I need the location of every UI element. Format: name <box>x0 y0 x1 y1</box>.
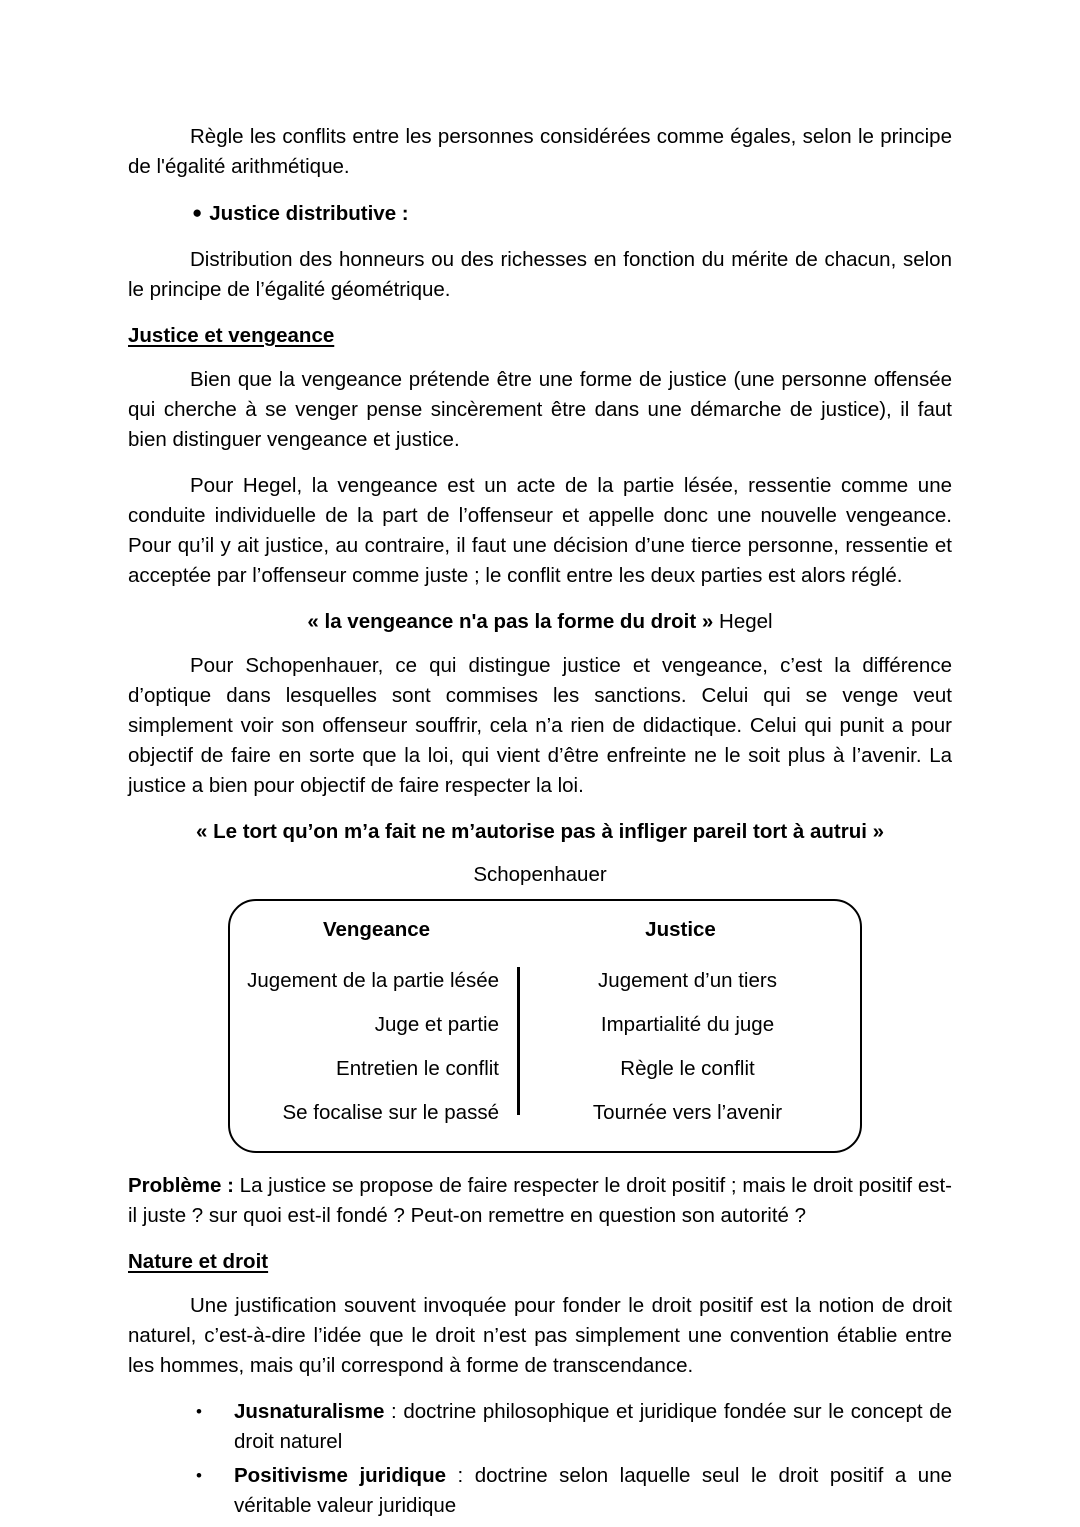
paragraph-commutative-justice: Règle les conflits entre les personnes considérées comme égales, selon le principe de l'égalité arithmétique. <box>128 125 952 178</box>
list-item <box>192 1461 952 1521</box>
quote-hegel-author: Hegel <box>713 610 773 633</box>
list-bullet-icon: • <box>196 1466 202 1485</box>
comparison-box <box>228 899 862 1153</box>
paragraph-vengeance-intro: Bien que la vengeance prétende être une forme de justice (une personne offensée qui cherche à se venger pense sincèrement être dans une démarche de justice), il faut bien distinguer vengeance et justice. <box>128 368 952 451</box>
list-bullet-icon: • <box>196 1402 202 1421</box>
table-row: Se focalise sur le passé <box>282 1101 499 1124</box>
paragraph-distributive-justice: Distribution des honneurs ou des richesses en fonction du mérite de chacun, selon le principe de l’égalité géométrique. <box>128 248 952 301</box>
heading-justice-et-vengeance: Justice et vengeance <box>128 324 335 347</box>
table-row: Tournée vers l’avenir <box>592 1101 783 1124</box>
definition-body: : doctrine selon laquelle seul le droit positif a une véritable valeur juridique <box>234 1464 952 1517</box>
column-divider <box>517 967 520 1115</box>
definition-term: Positivisme juridique <box>234 1464 447 1487</box>
quote-schopenhauer-author: Schopenhauer <box>473 863 607 886</box>
table-row: Règle le conflit <box>620 1057 755 1080</box>
definition-body: : doctrine philosophique et juridique fondée sur le concept de droit naturel <box>234 1400 952 1453</box>
bullet-dot-icon: ● <box>192 203 203 222</box>
table-row: Juge et partie <box>374 1013 499 1036</box>
definition-term: Jusnaturalisme <box>234 1400 385 1423</box>
comparison-header-vengeance: Vengeance <box>322 918 431 941</box>
list-item <box>192 1397 952 1457</box>
comparison-grid <box>230 915 860 1135</box>
probleme-text: La justice se propose de faire respecter le droit positif ; mais le droit positif est-il juste ? sur quoi est-il fondé ? Peut-on remettre en question son autorité ? <box>128 1174 952 1227</box>
probleme-label: Problème : <box>128 1174 234 1197</box>
quote-hegel <box>128 607 952 637</box>
definition-list <box>128 1397 952 1521</box>
heading-nature-et-droit: Nature et droit <box>128 1250 269 1273</box>
table-row: Entretien le conflit <box>336 1057 499 1080</box>
bullet-justice-distributive-label: Justice distributive : <box>209 202 409 225</box>
table-row: Jugement de la partie lésée <box>247 969 499 992</box>
paragraph-schopenhauer: Pour Schopenhauer, ce qui distingue justice et vengeance, c’est la différence d’optique dans lesquelles sont commises les sanctions. Celui qui se venge veut simplement voir son offenseur souffrir, cela n’a rien de didactique. Celui qui punit a pour objectif de faire en sorte que la loi, qui vient d’être enfreinte ne le soit plus à l’avenir. La justice a bien pour objectif de faire respecter la loi. <box>128 654 952 797</box>
quote-hegel-text: « la vengeance n'a pas la forme du droit » <box>307 610 714 633</box>
paragraph-droit-naturel: Une justification souvent invoquée pour fonder le droit positif est la notion de droit naturel, c’est-à-dire l’idée que le droit n’est pas simplement une convention établie entre les hommes, mais qu’il correspond à forme de transcendance. <box>128 1294 952 1377</box>
quote-schopenhauer-text: « Le tort qu’on m’a fait ne m’autorise pas à infliger pareil tort à autrui » <box>195 820 885 843</box>
paragraph-probleme <box>128 1171 952 1231</box>
document-body <box>128 122 952 1525</box>
table-row: Impartialité du juge <box>600 1013 775 1036</box>
comparison-header-justice: Justice <box>645 918 716 941</box>
bullet-justice-distributive <box>128 198 952 229</box>
table-row: Jugement d’un tiers <box>598 969 777 992</box>
paragraph-hegel: Pour Hegel, la vengeance est un acte de la partie lésée, ressentie comme une conduite individuelle de la part de l’offenseur et appelle donc une nouvelle vengeance. Pour qu’il y ait justice, au contraire, il faut une décision d’une tierce personne, ressentie et acceptée par l’offenseur comme juste ; le conflit entre les deux parties est alors réglé. <box>128 474 952 587</box>
